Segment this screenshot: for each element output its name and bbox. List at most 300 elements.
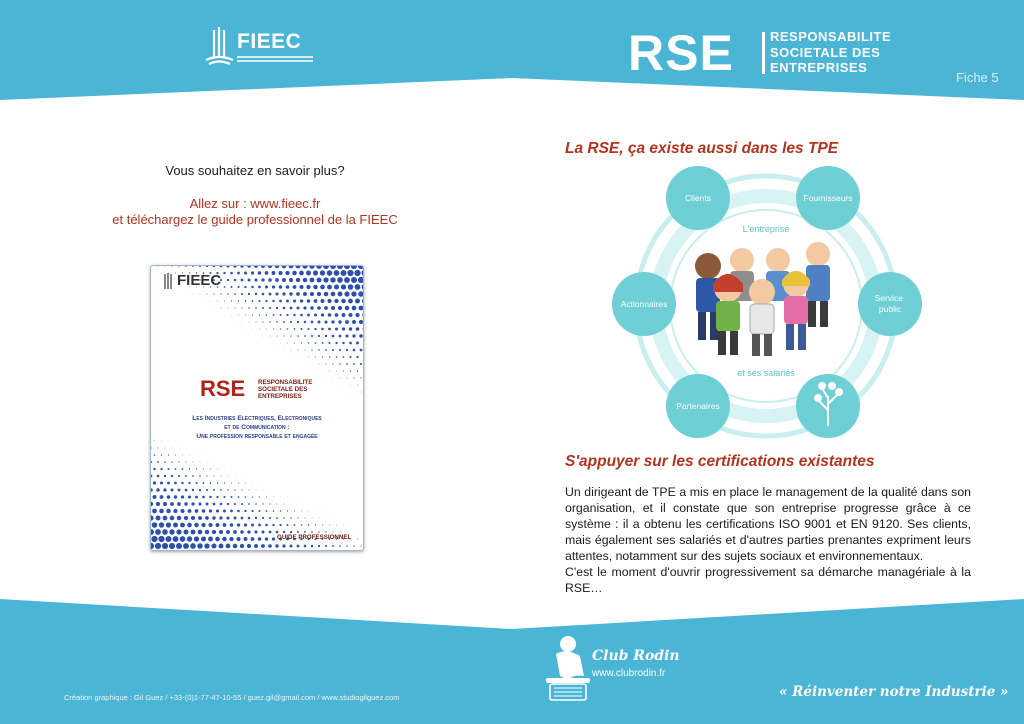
halftone-dot (206, 489, 208, 491)
halftone-dot (289, 278, 293, 282)
halftone-dot (282, 544, 285, 547)
halftone-dot (275, 544, 278, 547)
halftone-dot (337, 266, 343, 269)
halftone-dot (224, 482, 225, 483)
halftone-dot (341, 284, 346, 289)
halftone-dot (307, 299, 311, 303)
halftone-dot (262, 293, 265, 296)
halftone-dot (266, 510, 268, 512)
halftone-dot (227, 279, 229, 281)
halftone-dot (241, 489, 242, 490)
halftone-dot (336, 525, 337, 526)
halftone-dot (234, 489, 235, 490)
halftone-dot (238, 496, 240, 498)
halftone-dot (206, 503, 209, 506)
halftone-dot (338, 320, 342, 324)
halftone-dot (252, 496, 253, 497)
halftone-dot (182, 468, 184, 470)
halftone-dot (187, 523, 192, 528)
halftone-dot (269, 503, 270, 504)
website-link[interactable]: Allez sur : www.fieec.fr (189, 196, 321, 211)
halftone-dot (355, 284, 361, 290)
halftone-dot (361, 270, 363, 276)
halftone-dot (299, 271, 304, 276)
halftone-dot (283, 517, 285, 519)
halftone-dot (346, 363, 348, 365)
halftone-dot (185, 489, 188, 492)
credits: Création graphique : Gil Guez / +33-(0)1-77-47-10-55 / guez.gil@gmail.com / www.studiogilguez.com (64, 693, 400, 702)
heading-certifications: S'appuyer sur les certifications existantes (565, 453, 875, 470)
halftone-dot (245, 315, 246, 316)
halftone-dot (350, 356, 352, 358)
halftone-dot (151, 475, 152, 478)
halftone-dot (194, 536, 199, 541)
halftone-dot (324, 292, 329, 297)
halftone-dot (297, 517, 298, 518)
halftone-dot (310, 292, 314, 296)
halftone-dot (316, 266, 322, 269)
halftone-dot (161, 454, 162, 455)
halftone-dot (320, 270, 325, 275)
halftone-dot (237, 286, 239, 288)
halftone-dot (269, 307, 271, 309)
halftone-dot (272, 285, 275, 288)
halftone-dot (308, 357, 309, 358)
halftone-dot (317, 306, 321, 310)
halftone-dot (194, 523, 198, 527)
halftone-dot (329, 371, 330, 372)
halftone-dot (266, 314, 268, 316)
halftone-dot (294, 524, 296, 526)
halftone-dot (198, 530, 203, 535)
halftone-dot (334, 284, 339, 289)
halftone-dot (213, 489, 215, 491)
halftone-dot (325, 349, 327, 351)
halftone-dot (360, 377, 361, 378)
halftone-dot (328, 342, 330, 344)
halftone-dot (198, 516, 202, 520)
node-environment[interactable] (796, 374, 860, 438)
halftone-dot (315, 524, 316, 525)
halftone-dot (258, 300, 260, 302)
halftone-dot (336, 356, 338, 358)
halftone-dot (338, 306, 342, 310)
halftone-dot (307, 314, 310, 317)
halftone-dot (249, 322, 250, 323)
halftone-dot (185, 475, 187, 477)
halftone-dot (192, 489, 194, 491)
halftone-dot (151, 543, 154, 549)
halftone-dot (153, 481, 156, 484)
halftone-dot (282, 266, 287, 268)
halftone-dot (247, 530, 250, 533)
halftone-dot (336, 371, 337, 372)
halftone-dot (216, 496, 218, 498)
rse-divider (762, 32, 765, 74)
cover-rse-line: ENTREPRISES (258, 393, 302, 400)
halftone-dot (282, 278, 286, 282)
halftone-dot (323, 277, 328, 282)
halftone-dot (155, 529, 161, 535)
halftone-dot (185, 461, 186, 462)
rse-subtitle-line: SOCIETALE DES (770, 44, 881, 60)
halftone-dot (217, 301, 218, 302)
halftone-dot (233, 544, 238, 549)
halftone-dot (241, 279, 244, 282)
halftone-dot (220, 503, 223, 506)
halftone-dot (332, 531, 333, 532)
halftone-dot (251, 271, 254, 274)
halftone-dot (348, 299, 353, 304)
halftone-dot (324, 320, 327, 323)
halftone-dot (248, 293, 250, 295)
halftone-dot (200, 462, 201, 463)
halftone-dot (279, 524, 281, 526)
heading-rse-tpe: La RSE, ça existe aussi dans les TPE (565, 140, 839, 157)
halftone-dot (297, 321, 299, 323)
halftone-dot (360, 349, 363, 352)
halftone-dot (259, 510, 261, 512)
halftone-dot (153, 468, 155, 470)
halftone-dot (342, 313, 346, 317)
halftone-dot (262, 503, 263, 504)
halftone-dot (292, 271, 297, 276)
halftone-dot (236, 537, 240, 541)
halftone-dot (199, 489, 201, 491)
halftone-dot (160, 481, 163, 484)
halftone-dot (220, 266, 223, 267)
rse-subtitle (770, 29, 891, 76)
halftone-dot (322, 342, 324, 344)
halftone-dot (258, 271, 261, 274)
halftone-dot (171, 266, 172, 267)
halftone-dot (332, 545, 334, 547)
halftone-dot (269, 531, 272, 534)
halftone-dot (356, 327, 360, 331)
halftone-dot (256, 490, 257, 491)
halftone-dot (255, 517, 257, 519)
halftone-dot (222, 537, 227, 542)
halftone-dot (308, 524, 309, 525)
halftone-dot (188, 509, 192, 513)
halftone-dot (201, 523, 205, 527)
download-text: et téléchargez le guide professionnel de la FIEEC (112, 212, 398, 227)
halftone-dot (171, 461, 172, 462)
halftone-dot (156, 488, 159, 491)
halftone-dot (318, 349, 319, 350)
halftone-dot (164, 266, 165, 267)
node-clients-label: Clients (685, 193, 711, 203)
halftone-dot (207, 294, 208, 295)
halftone-dot (303, 306, 306, 309)
halftone-dot (286, 285, 290, 289)
halftone-dot (189, 455, 190, 456)
halftone-dot (263, 336, 264, 337)
halftone-dot (273, 497, 274, 498)
halftone-dot (339, 545, 341, 547)
halftone-dot (304, 349, 305, 350)
halftone-dot (182, 455, 183, 456)
halftone-dot (341, 270, 347, 276)
halftone-dot (170, 502, 174, 506)
halftone-dot (283, 321, 285, 323)
halftone-dot (265, 537, 268, 540)
halftone-dot (238, 483, 239, 484)
halftone-dot (159, 509, 164, 514)
halftone-dot (189, 468, 190, 469)
halftone-dot (290, 335, 291, 336)
halftone-dot (348, 284, 354, 290)
cover-title-line: Les Industries Electriques, Electroniques (192, 415, 322, 422)
halftone-dot (208, 537, 213, 542)
halftone-dot (291, 504, 292, 505)
halftone-dot (346, 349, 348, 351)
halftone-dot (205, 530, 209, 534)
halftone-dot (321, 313, 324, 316)
halftone-dot (297, 335, 299, 337)
halftone-dot (187, 536, 192, 541)
halftone-dot (314, 328, 316, 330)
halftone-dot (259, 496, 260, 497)
halftone-dot (251, 510, 253, 512)
halftone-dot (261, 544, 265, 548)
halftone-dot (151, 502, 153, 506)
halftone-dot (229, 537, 233, 541)
halftone-dot (208, 523, 212, 527)
halftone-dot (215, 537, 220, 542)
halftone-dot (314, 299, 318, 303)
halftone-dot (152, 522, 158, 528)
halftone-dot (301, 328, 303, 330)
halftone-dot (280, 497, 281, 498)
halftone-dot (233, 530, 237, 534)
halftone-dot (157, 461, 159, 463)
halftone-dot (322, 356, 323, 357)
halftone-dot (339, 349, 341, 351)
halftone-dot (315, 342, 317, 344)
halftone-dot (240, 530, 244, 534)
guide-cover[interactable] (150, 265, 364, 551)
halftone-dot (293, 285, 297, 289)
halftone-dot (163, 502, 167, 506)
halftone-dot (304, 531, 306, 533)
halftone-dot (354, 270, 360, 276)
halftone-dot (333, 378, 334, 379)
halftone-dot (160, 495, 164, 499)
halftone-dot (304, 321, 306, 323)
halftone-dot (220, 489, 222, 491)
node-service-public[interactable] (858, 272, 922, 336)
rse-subtitle-line: RESPONSABILITE (770, 29, 892, 44)
halftone-dot (342, 327, 345, 330)
halftone-dot (244, 510, 246, 512)
halftone-dot (311, 545, 313, 547)
node-partenaires-label: Partenaires (676, 401, 720, 411)
halftone-dot (300, 314, 303, 317)
halftone-dot (339, 363, 340, 364)
halftone-dot (238, 300, 239, 301)
halftone-dot (231, 286, 233, 288)
stakeholder-diagram (606, 164, 926, 448)
halftone-dot (224, 301, 225, 302)
halftone-dot (358, 277, 363, 283)
halftone-dot (357, 370, 358, 371)
halftone-dot (254, 544, 258, 548)
halftone-dot (252, 314, 253, 315)
halftone-dot (209, 509, 212, 512)
halftone-dot (165, 536, 171, 542)
halftone-dot (255, 307, 257, 309)
halftone-dot (173, 536, 179, 542)
halftone-dot (323, 266, 329, 269)
halftone-dot (308, 511, 309, 512)
halftone-dot (180, 536, 186, 542)
halftone-dot (272, 300, 274, 302)
halftone-dot (152, 509, 157, 514)
node-partenaires[interactable] (666, 374, 730, 438)
halftone-dot (301, 524, 303, 526)
halftone-dot (276, 307, 278, 309)
halftone-dot (282, 292, 285, 295)
halftone-dot (286, 300, 289, 303)
body-text (565, 484, 971, 596)
thinker-icon (546, 636, 590, 700)
halftone-dot (279, 285, 282, 288)
halftone-dot (276, 531, 279, 534)
halftone-dot (318, 335, 320, 337)
halftone-dot (304, 335, 306, 337)
body-paragraph: Un dirigeant de TPE a mis en place le management de la qualité dans son organisation, et il constate que son entreprise progresse grâce à ce système : il a obtenu les certifications ISO 9001 et EN 9120. Ses clients, mais également ses salariés et d'autres parties prenantes expriment leurs attentes, notamment sur des sujets sociaux et environnementaux. (565, 485, 971, 563)
body-paragraph: C'est le moment d'ouvrir progressivement sa démarche managériale à la RSE… (565, 565, 971, 595)
halftone-dot (219, 516, 222, 519)
halftone-dot (286, 314, 288, 316)
node-fournisseurs[interactable] (796, 166, 860, 230)
halftone-dot (227, 266, 230, 267)
halftone-dot (157, 475, 160, 478)
halftone-dot (174, 495, 177, 498)
halftone-dot (235, 476, 236, 477)
halftone-dot (226, 544, 231, 549)
halftone-dot (312, 518, 313, 519)
halftone-dot (247, 544, 251, 548)
halftone-dot (355, 298, 360, 303)
halftone-dot (231, 315, 232, 316)
halftone-dot (311, 321, 314, 324)
halftone-dot (178, 475, 180, 477)
halftone-dot (321, 299, 325, 303)
halftone-dot (252, 483, 253, 484)
halftone-dot (234, 293, 236, 295)
halftone-dot (244, 537, 248, 541)
halftone-dot (287, 343, 288, 344)
club-rodin-url[interactable]: www.clubrodin.fr (592, 668, 666, 679)
halftone-dot (244, 271, 247, 274)
node-service-public-line: public (878, 304, 902, 314)
halftone-dot (221, 308, 222, 309)
halftone-dot (237, 510, 240, 513)
halftone-dot (345, 306, 349, 310)
halftone-dot (244, 523, 247, 526)
halftone-dot (351, 266, 357, 269)
halftone-dot (223, 510, 226, 513)
halftone-dot (303, 278, 308, 283)
halftone-dot (280, 343, 281, 344)
halftone-dot (259, 329, 260, 330)
halftone-dot (230, 272, 233, 275)
halftone-dot (263, 490, 264, 491)
halftone-dot (276, 517, 278, 519)
halftone-dot (340, 378, 341, 379)
node-actionnaires[interactable] (612, 272, 676, 336)
halftone-dot (234, 517, 237, 520)
halftone-dot (338, 292, 343, 297)
halftone-dot (261, 266, 265, 268)
halftone-dot (344, 266, 350, 269)
halftone-dot (231, 496, 233, 498)
halftone-dot (184, 502, 187, 505)
slogan: « Réinventer notre Industrie » (779, 684, 1009, 700)
halftone-dot (241, 293, 243, 295)
halftone-dot (351, 277, 357, 283)
rse-title: RSE (628, 25, 734, 81)
halftone-dot (252, 300, 254, 302)
halftone-dot (254, 266, 258, 268)
halftone-dot (352, 306, 357, 311)
halftone-dot (325, 335, 327, 337)
halftone-dot (310, 306, 313, 309)
halftone-dot (359, 334, 362, 337)
cover-rse-line: RESPONSABILITE (258, 379, 313, 386)
halftone-dot (317, 292, 321, 296)
halftone-dot (358, 291, 363, 297)
halftone-dot (328, 328, 331, 331)
halftone-dot (280, 314, 282, 316)
halftone-dot (176, 529, 181, 534)
node-clients[interactable] (666, 166, 730, 230)
club-rodin-logo (538, 632, 688, 702)
halftone-dot (345, 320, 349, 324)
halftone-dot (242, 322, 243, 323)
halftone-dot (266, 329, 267, 330)
halftone-dot (273, 314, 275, 316)
halftone-dot (275, 278, 279, 282)
halftone-dot (269, 293, 272, 296)
halftone-dot (307, 328, 309, 330)
halftone-dot (174, 482, 177, 485)
halftone-dot (167, 495, 171, 499)
halftone-dot (344, 277, 350, 283)
halftone-dot (262, 531, 265, 534)
halftone-dot (361, 392, 362, 393)
halftone-dot (155, 543, 161, 549)
halftone-dot (353, 363, 355, 365)
halftone-dot (172, 448, 173, 449)
halftone-dot (359, 320, 363, 324)
halftone-dot (204, 543, 209, 548)
halftone-dot (304, 545, 307, 548)
halftone-dot (245, 496, 247, 498)
halftone-dot (151, 536, 157, 542)
halftone-dot (313, 270, 318, 275)
halftone-dot (183, 543, 189, 549)
halftone-dot (330, 266, 336, 269)
halftone-dot (170, 516, 175, 521)
halftone-dot (211, 543, 216, 548)
halftone-dot (169, 529, 174, 534)
halftone-dot (256, 322, 257, 323)
halftone-dot (262, 517, 264, 519)
halftone-dot (159, 522, 164, 527)
